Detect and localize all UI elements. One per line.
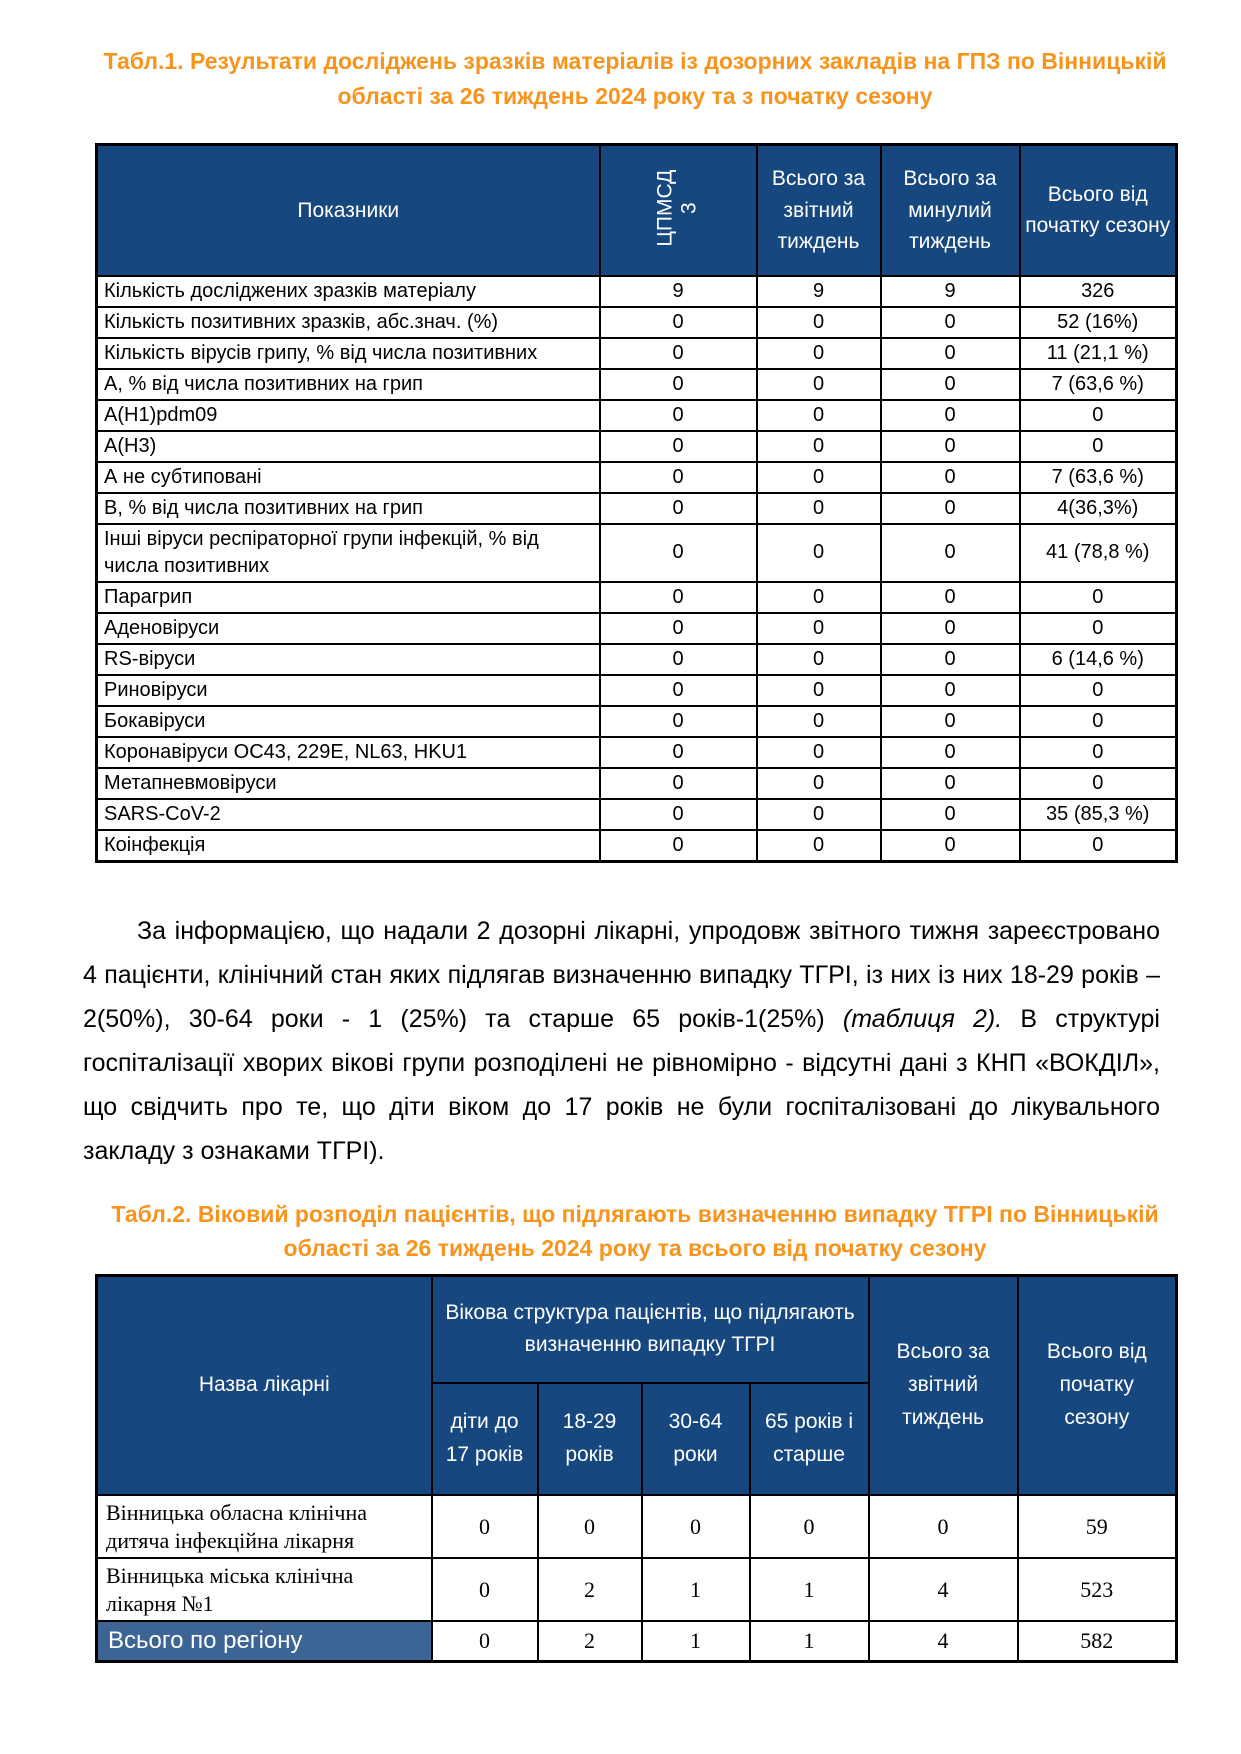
indicator-value: 6 (14,6 %) [1020,644,1177,675]
region-total-label: Всього по регіону [97,1621,432,1661]
table1-row [97,644,1177,675]
indicator-value: 0 [881,462,1020,493]
indicator-value: 0 [600,338,757,369]
indicator-label: A(H1)pdm09 [97,400,600,431]
indicator-label: Кількість вірусів грипу, % від числа позитивних [97,338,600,369]
indicator-value: 0 [600,799,757,830]
indicator-value: 0 [600,400,757,431]
table1-surveillance-results [95,143,1178,863]
indicator-value: 0 [757,768,881,799]
indicator-value: 9 [757,276,881,307]
indicator-value: 0 [600,307,757,338]
table1-row [97,431,1177,462]
table1-row [97,493,1177,524]
table1-col-week-prev: Всього за минулий тиждень [881,145,1020,276]
indicator-value: 0 [881,307,1020,338]
patient-count: 0 [869,1495,1018,1558]
region-total-value: 1 [750,1621,869,1661]
patient-count: 0 [750,1495,869,1558]
indicator-value: 0 [1020,613,1177,644]
table1-col-season-total: Всього від початку сезону [1020,145,1177,276]
region-total-value: 4 [869,1621,1018,1661]
region-total-value: 1 [642,1621,750,1661]
patient-count: 0 [538,1495,642,1558]
patient-count: 0 [642,1495,750,1558]
table2-col-age-0-17: діти до 17 років [432,1383,538,1495]
indicator-value: 0 [757,493,881,524]
table1-row [97,613,1177,644]
patient-count: 0 [432,1495,538,1558]
indicator-label: А не субтиповані [97,462,600,493]
table2-col-hospital: Назва лікарні [97,1275,432,1495]
indicator-value: 0 [881,799,1020,830]
indicator-label: A(H3) [97,431,600,462]
indicator-value: 9 [600,276,757,307]
table2-col-age-65plus: 65 років і старше [750,1383,869,1495]
indicator-label: Кількість позитивних зразків, абс.знач. (%) [97,307,600,338]
indicator-value: 11 (21,1 %) [1020,338,1177,369]
indicator-value: 0 [757,644,881,675]
indicator-value: 0 [757,524,881,582]
indicator-label: Коінфекція [97,830,600,862]
region-total-value: 0 [432,1621,538,1661]
table1-row [97,830,1177,862]
table1-col-week-report: Всього за звітний тиждень [757,145,881,276]
indicator-value: 0 [600,768,757,799]
indicator-value: 0 [757,307,881,338]
indicator-value: 0 [757,369,881,400]
indicator-value: 4(36,3%) [1020,493,1177,524]
table1-row [97,768,1177,799]
table2-col-age-18-29: 18-29 років [538,1383,642,1495]
indicator-value: 0 [757,462,881,493]
patient-count: 1 [642,1558,750,1621]
table1-header-row [97,145,1177,276]
paragraph-text-2: В структурі госпіталізації хворих вікові групи розподілені не рівномірно - відсутні дані з КНП «ВОКДІЛ», що свідчить про те, що діти віком до 17 років не були госпіталізовані до лікувального закладу з ознаками ТГРІ). [83,1004,1160,1165]
table1-row [97,524,1177,582]
table2-age-distribution [95,1274,1178,1663]
indicator-value: 0 [1020,582,1177,613]
indicator-label: SARS-CoV-2 [97,799,600,830]
indicator-label: Кількість досліджених зразків матеріалу [97,276,600,307]
indicator-value: 0 [881,431,1020,462]
rotated-header-text: ЦПМСД 3 [653,170,701,248]
indicator-value: 0 [757,431,881,462]
indicator-value: 0 [881,830,1020,862]
region-total-value: 2 [538,1621,642,1661]
indicator-value: 0 [600,493,757,524]
indicator-label: Метапневмовіруси [97,768,600,799]
indicator-value: 0 [881,768,1020,799]
table2-col-season-total: Всього від початку сезону [1018,1275,1177,1495]
indicator-value: 0 [881,493,1020,524]
table2-col-age-structure: Вікова структура пацієнтів, що підлягають визначенню випадку ТГРІ [432,1275,869,1383]
table1-row [97,737,1177,768]
indicator-value: 0 [757,338,881,369]
indicator-value: 0 [600,830,757,862]
table1-row [97,400,1177,431]
table2-col-age-30-64: 30-64 роки [642,1383,750,1495]
indicator-value: 0 [757,582,881,613]
indicator-value: 35 (85,3 %) [1020,799,1177,830]
indicator-value: 0 [881,737,1020,768]
indicator-value: 0 [600,675,757,706]
indicator-label: Коронавіруси ОС43, 229Е, NL63, HKU1 [97,737,600,768]
table1-row [97,462,1177,493]
indicator-value: 0 [881,706,1020,737]
indicator-value: 0 [881,644,1020,675]
indicator-value: 0 [600,524,757,582]
table2-row [97,1558,1177,1621]
indicator-label: А, % від числа позитивних на грип [97,369,600,400]
patient-count: 0 [432,1558,538,1621]
indicator-value: 7 (63,6 %) [1020,369,1177,400]
table1-row [97,582,1177,613]
table1-row [97,675,1177,706]
table2-title: Табл.2. Віковий розподіл пацієнтів, що підлягають визначенню випадку ТГРІ по Вінницькій області за 26 тиждень 2024 року та всього від початку сезону [111,1200,1159,1261]
table1-row [97,307,1177,338]
patient-count: 59 [1018,1495,1177,1558]
table1-row [97,706,1177,737]
indicator-value: 0 [600,613,757,644]
table1-body [97,276,1177,862]
indicator-value: 0 [881,582,1020,613]
indicator-value: 0 [757,400,881,431]
patient-count: 4 [869,1558,1018,1621]
indicator-value: 0 [881,400,1020,431]
table2-body [97,1495,1177,1661]
indicator-value: 0 [600,369,757,400]
indicator-label: Риновіруси [97,675,600,706]
indicator-value: 0 [1020,768,1177,799]
table2-col-week-report: Всього за звітний тиждень [869,1275,1018,1495]
table1-title: Табл.1. Результати досліджень зразків матеріалів із дозорних закладів на ГПЗ по Вінницькій області за 26 тиждень 2024 року та з початку сезону [103,48,1167,109]
indicator-value: 0 [600,644,757,675]
indicator-value: 41 (78,8 %) [1020,524,1177,582]
indicator-value: 0 [757,706,881,737]
indicator-value: 0 [757,675,881,706]
indicator-value: 0 [1020,830,1177,862]
table1-col-indicators: Показники [97,145,600,276]
indicator-value: 7 (63,6 %) [1020,462,1177,493]
indicator-label: Інші віруси респіраторної групи інфекцій, % від числа позитивних [97,524,600,582]
indicator-value: 326 [1020,276,1177,307]
indicator-label: В, % від числа позитивних на грип [97,493,600,524]
indicator-label: Бокавіруси [97,706,600,737]
table1-col-cpmsd [600,145,757,276]
patient-count: 1 [750,1558,869,1621]
indicator-label: Аденовіруси [97,613,600,644]
indicator-value: 0 [881,338,1020,369]
patient-count: 523 [1018,1558,1177,1621]
indicator-value: 0 [600,737,757,768]
table1-row [97,276,1177,307]
indicator-value: 0 [600,462,757,493]
indicator-value: 0 [881,613,1020,644]
paragraph-text-1: За інформацією, що надали 2 дозорні лікарні, упродовж звітного тижня зареєстровано 4 пацієнти, клінічний стан яких підлягав визначенню випадку ТГРІ, із них із них 18-29 років – 2(50%), 30-64 роки - 1 (25%) та старше 65 років-1(25%) [83,916,1160,1033]
indicator-label: Парагрип [97,582,600,613]
table2-total-row [97,1621,1177,1661]
indicator-value: 0 [757,737,881,768]
indicator-value: 0 [1020,675,1177,706]
indicator-label: RS-віруси [97,644,600,675]
table2-row [97,1495,1177,1558]
indicator-value: 0 [600,431,757,462]
indicator-value: 0 [1020,737,1177,768]
table2-header [97,1275,1177,1495]
indicator-value: 0 [757,799,881,830]
indicator-value: 0 [600,706,757,737]
hospital-name: Вінницька обласна клінічна дитяча інфекційна лікарня [97,1495,432,1558]
indicator-value: 0 [1020,706,1177,737]
indicator-value: 0 [757,613,881,644]
paragraph-italic-ref: (таблиця 2). [842,1004,1003,1033]
indicator-value: 0 [1020,400,1177,431]
region-total-value: 582 [1018,1621,1177,1661]
indicator-value: 0 [881,524,1020,582]
indicator-value: 0 [881,675,1020,706]
indicator-value: 52 (16%) [1020,307,1177,338]
indicator-value: 9 [881,276,1020,307]
hospital-name: Вінницька міська клінічна лікарня №1 [97,1558,432,1621]
indicator-value: 0 [600,582,757,613]
indicator-value: 0 [881,369,1020,400]
table2-header-row-group [97,1275,1177,1383]
table1-row [97,799,1177,830]
indicator-value: 0 [757,830,881,862]
indicator-value: 0 [1020,431,1177,462]
table1-row [97,369,1177,400]
table1-header [97,145,1177,276]
summary-paragraph [83,909,1160,1173]
table1-row [97,338,1177,369]
patient-count: 2 [538,1558,642,1621]
